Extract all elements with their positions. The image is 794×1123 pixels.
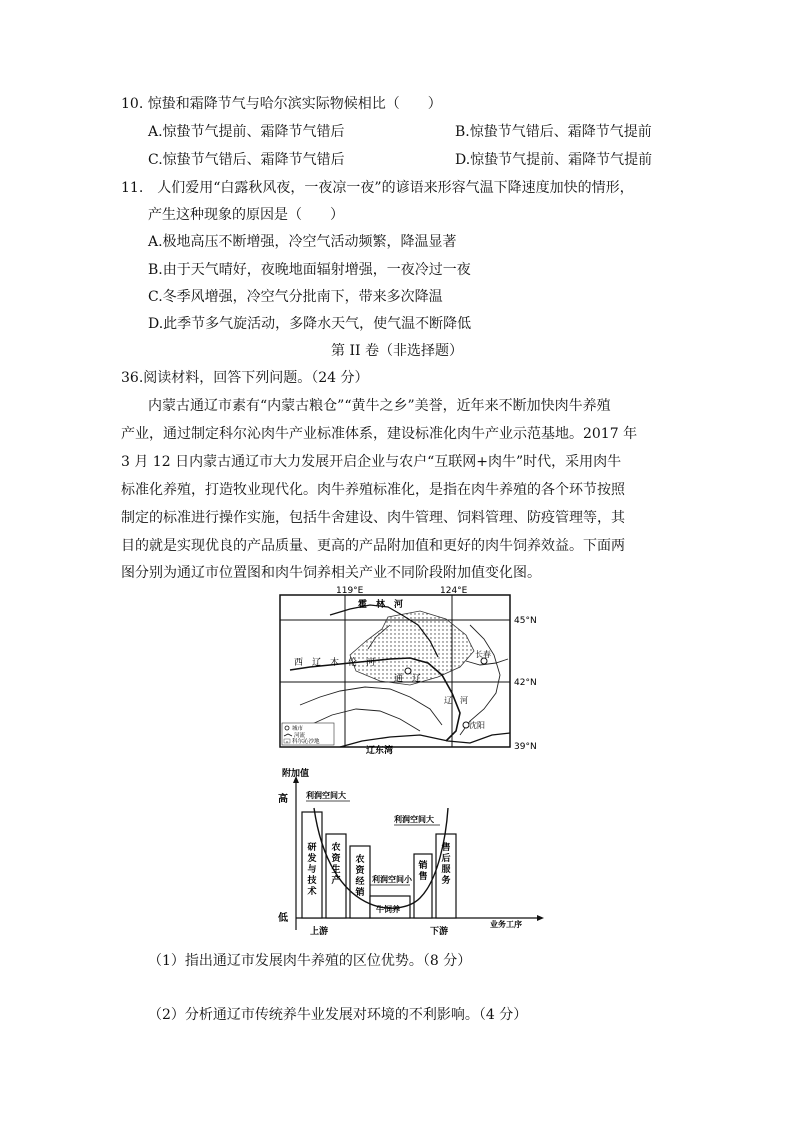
q11-option-c: C.冬季风增强，冷空气分批南下，带来多次降温 <box>148 289 443 305</box>
location-map <box>270 585 550 760</box>
q36-para-line: 标准化养殖，打造牧业现代化。肉牛养殖标准化，是指在肉牛养殖的各个环节按照 <box>121 482 625 498</box>
note-left: 利润空间大 <box>306 791 346 800</box>
legend-city: 城市 <box>292 726 304 732</box>
changchun-label: 长春 <box>475 650 491 659</box>
lon-124-label: 124°E <box>440 586 468 596</box>
q36-para-line: 产业，通过制定科尔沁肉牛产业标准体系，建设标准化肉牛产业示范基地。2017 年 <box>121 426 638 442</box>
q11-stem-line1: 11. 人们爱用“白露秋风夜，一夜凉一夜”的谚语来形容气温下降速度加快的情形， <box>121 180 634 196</box>
section-title: 第 II 卷（非选择题） <box>331 343 463 359</box>
bar-label: 农资生产 <box>331 843 341 886</box>
downstream-label: 下游 <box>430 927 449 937</box>
legend-sandy-land: 科尔沁沙地 <box>292 739 320 745</box>
bar-label: 销售 <box>418 861 428 882</box>
bar-label: 农资经销 <box>355 855 365 898</box>
lon-119-label: 119°E <box>336 586 364 596</box>
legend-river: 河流 <box>294 733 306 739</box>
note-right: 利润空间大 <box>394 815 434 824</box>
y-high-label: 高 <box>278 794 288 805</box>
q10-option-d: D.惊蛰节气提前、霜降节气提前 <box>455 152 653 168</box>
tongliao-label: 通 辽 <box>394 674 422 684</box>
q11-stem-line2: 产生这种现象的原因是（ ） <box>148 207 344 223</box>
q10-option-a: A.惊蛰节气提前、霜降节气错后 <box>148 124 345 140</box>
liaodong-bay-label: 辽东湾 <box>366 746 394 756</box>
q36-para-line: 图分别为通辽市位置图和肉牛饲养相关产业不同阶段附加值变化图。 <box>121 565 541 581</box>
q11-option-d: D.此季节多气旋活动，多降水天气，使气温不断降低 <box>148 316 472 332</box>
bar-label: 研发与技术 <box>307 843 317 897</box>
q36-para-line: 目的就是实现优良的产品质量、更高的产品附加值和更好的肉牛饲养效益。下面两 <box>121 538 625 554</box>
xiliaomulun-river-label: 西 辽 木 伦 河 <box>294 658 376 668</box>
q36-sub2: （2）分析通辽市传统养牛业发展对环境的不利影响。（4 分） <box>148 1007 528 1023</box>
lat-42-label: 42°N <box>514 678 537 688</box>
q10-option-b: B.惊蛰节气错后、霜降节气提前 <box>455 124 652 140</box>
q11-option-a: A.极地高压不断增强，冷空气活动频繁，降温显著 <box>148 234 457 250</box>
upstream-label: 上游 <box>310 927 329 937</box>
bar-label: 售后服务 <box>441 843 451 886</box>
lat-45-label: 45°N <box>514 616 537 626</box>
y-axis-label: 附加值 <box>282 769 310 779</box>
y-low-label: 低 <box>278 913 288 924</box>
liao-river-label: 辽 河 <box>444 696 468 705</box>
q36-para-line: 内蒙古通辽市素有“内蒙古粮仓”“黄牛之乡”美誉，近年来不断加快肉牛养殖 <box>148 398 611 414</box>
huolin-river-label: 霍 林 河 <box>358 600 404 610</box>
x-axis-label: 业务工序 <box>490 920 522 929</box>
q36-sub1: （1）指出通辽市发展肉牛养殖的区位优势。（8 分） <box>148 953 472 969</box>
note-mid: 利润空间小 <box>372 875 412 884</box>
q10-option-c: C.惊蛰节气错后、霜降节气错后 <box>148 152 345 168</box>
q36-para-line: 3 月 12 日内蒙古通辽市大力发展开启企业与农户“互联网+肉牛”时代，采用肉牛 <box>121 454 622 470</box>
q10-stem: 10. 惊蛰和霜降节气与哈尔滨实际物候相比（ ） <box>121 96 442 112</box>
lat-39-label: 39°N <box>514 742 537 752</box>
value-added-chart <box>270 768 550 943</box>
q11-option-b: B.由于天气晴好，夜晚地面辐射增强，一夜冷过一夜 <box>148 262 471 278</box>
q36-para-line: 制定的标准进行操作实施，包括牛舍建设、肉牛管理、饲料管理、防疫管理等，其 <box>121 510 625 526</box>
q36-stem: 36.阅读材料，回答下列问题。（24 分） <box>121 370 369 386</box>
bar-label: 牛饲养 <box>376 905 400 914</box>
shenyang-label: 沈阳 <box>469 721 485 730</box>
